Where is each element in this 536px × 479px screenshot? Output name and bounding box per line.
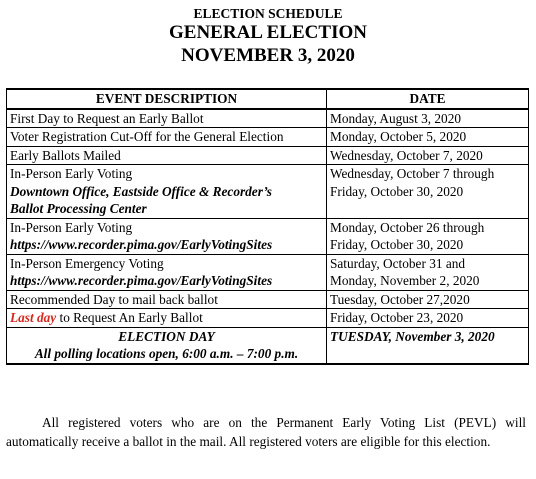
date-cell xyxy=(327,109,529,128)
event-cell xyxy=(7,218,327,254)
pevl-note xyxy=(6,413,526,451)
date-text: Friday, October 30, 2020 xyxy=(330,183,464,199)
early-voting-sites-link[interactable]: https://www.recorder.pima.gov/EarlyVotingSites xyxy=(10,273,273,288)
event-text: First Day to Request an Early Ballot xyxy=(10,110,204,126)
table-row xyxy=(7,254,529,290)
polling-hours: All polling locations open, 6:00 a.m. – 7:00 p.m. xyxy=(34,346,299,361)
date-cell xyxy=(327,327,529,364)
date-text: Friday, October 30, 2020 xyxy=(330,237,464,252)
note-paragraph: All registered voters who are on the Permanent Early Voting List (PEVL) will automatically receive a ballot in the mail. All registered voters are eligible for this election. xyxy=(6,415,526,449)
column-header-date: DATE xyxy=(327,89,529,109)
event-cell xyxy=(7,254,327,290)
event-text: Voter Registration Cut-Off for the General Election xyxy=(10,129,284,144)
date-cell xyxy=(327,254,529,290)
date-text: Friday, October 23, 2020 xyxy=(330,310,464,325)
event-cell xyxy=(7,109,327,128)
date-cell xyxy=(327,128,529,147)
date-cell xyxy=(327,290,529,309)
table-row xyxy=(7,327,529,364)
table-row xyxy=(7,290,529,309)
date-text: Monday, October 5, 2020 xyxy=(330,129,467,144)
event-cell xyxy=(7,146,327,165)
table-row xyxy=(7,309,529,328)
event-text: Early Ballots Mailed xyxy=(10,147,121,163)
election-date: NOVEMBER 3, 2020 xyxy=(181,45,355,66)
table-header-row xyxy=(7,89,529,109)
table-row xyxy=(7,165,529,219)
table-row xyxy=(7,218,529,254)
event-cell xyxy=(7,327,327,364)
election-day-date: TUESDAY, November 3, 2020 xyxy=(330,328,495,344)
event-text: Recommended Day to mail back ballot xyxy=(10,291,218,307)
early-voting-sites-link[interactable]: https://www.recorder.pima.gov/EarlyVotingSites xyxy=(10,237,273,252)
election-name: GENERAL ELECTION xyxy=(169,22,367,43)
location-detail: Downtown Office, Eastside Office & Recorder’s xyxy=(10,183,272,199)
date-text: Monday, August 3, 2020 xyxy=(330,110,462,126)
event-text: In-Person Emergency Voting xyxy=(10,255,164,271)
event-text: In-Person Early Voting xyxy=(10,166,133,181)
date-cell xyxy=(327,218,529,254)
document-title: ELECTION SCHEDULE xyxy=(193,6,343,21)
event-text: to Request An Early Ballot xyxy=(56,310,203,325)
event-cell xyxy=(7,165,327,219)
date-text: Wednesday, October 7 through xyxy=(330,166,495,181)
election-schedule-table xyxy=(6,88,529,365)
event-cell xyxy=(7,290,327,309)
date-cell xyxy=(327,309,529,328)
table-row xyxy=(7,146,529,165)
date-cell xyxy=(327,165,529,219)
date-text: Monday, October 26 through xyxy=(330,219,485,235)
date-text: Wednesday, October 7, 2020 xyxy=(330,147,483,163)
event-cell xyxy=(7,128,327,147)
date-text: Monday, November 2, 2020 xyxy=(330,273,480,288)
date-text: Saturday, October 31 and xyxy=(330,255,466,271)
election-day-label: ELECTION DAY xyxy=(118,328,215,344)
column-header-event: EVENT DESCRIPTION xyxy=(7,89,327,109)
event-text: In-Person Early Voting xyxy=(10,219,133,235)
date-text: Tuesday, October 27,2020 xyxy=(330,291,470,307)
table-row xyxy=(7,128,529,147)
location-detail: Ballot Processing Center xyxy=(10,201,147,216)
last-day-highlight: Last day xyxy=(10,310,57,325)
event-cell xyxy=(7,309,327,328)
table-row xyxy=(7,109,529,128)
date-cell xyxy=(327,146,529,165)
